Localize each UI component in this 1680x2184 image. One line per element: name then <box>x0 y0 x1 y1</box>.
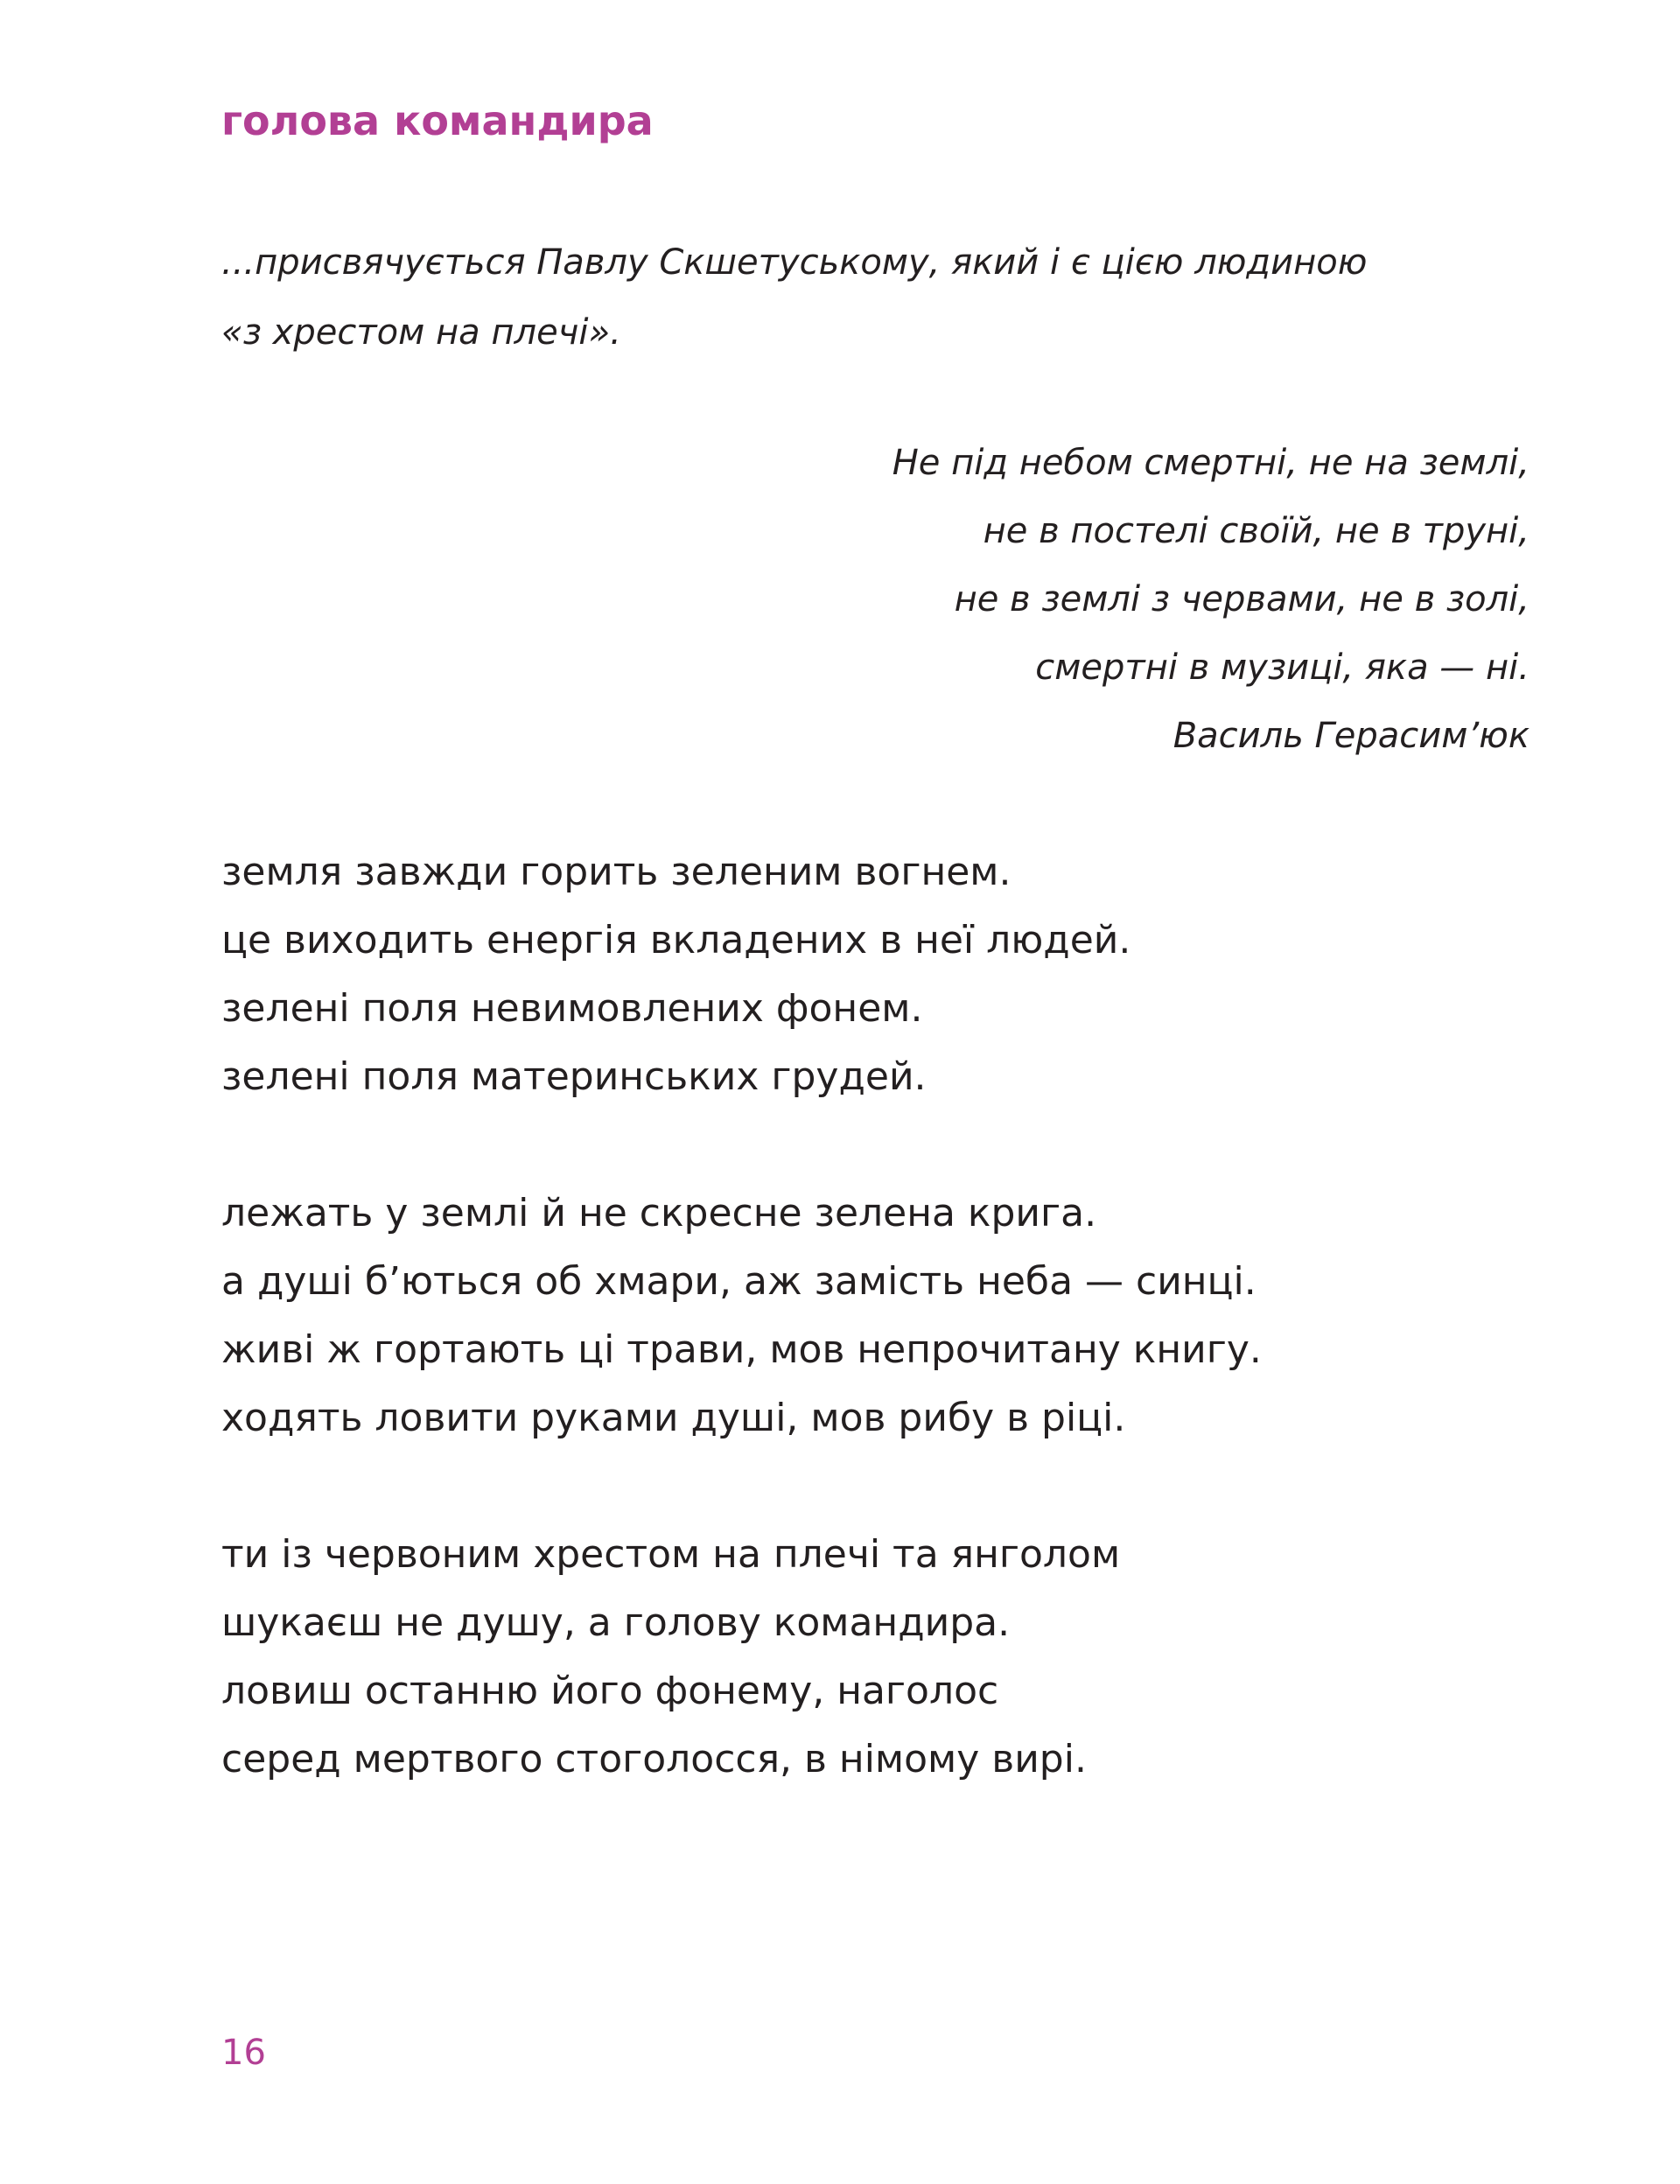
poem-line: зелені поля материнських грудей. <box>221 1054 927 1099</box>
poem-line: а душі б’ються об хмари, аж замість неба — синці. <box>221 1259 1256 1304</box>
epigraph <box>567 429 1530 770</box>
poem-line: земля завжди горить зеленим вогнем. <box>221 850 1012 894</box>
poem-line: ходять ловити руками душі, мов рибу в ріці. <box>221 1396 1126 1440</box>
dedication <box>221 228 1534 368</box>
page-number: 16 <box>221 2033 266 2073</box>
poem-line: шукаєш не душу, а голову командира. <box>221 1600 1011 1645</box>
poem-line: серед мертвого стоголосся, в німому вирі. <box>221 1737 1087 1782</box>
epigraph-author: Василь Герасим’юк <box>1172 716 1530 756</box>
epigraph-line: Не під небом смертні, не на землі, <box>892 443 1530 483</box>
poem-line: живі ж гортають ці трави, мов непрочитану книгу. <box>221 1327 1262 1372</box>
poem-line: ловиш останню його фонему, наголос <box>221 1669 999 1713</box>
poem-body <box>221 838 1534 1862</box>
poem-line: це виходить енергія вкладених в неї людей. <box>221 918 1131 962</box>
stanza-1 <box>221 838 1534 1111</box>
poem-line: лежать у землі й не скресне зелена крига. <box>221 1191 1097 1236</box>
dedication-line: ...присвячується Павлу Скшетуському, який і є цією людиною <box>221 242 1368 283</box>
stanza-2 <box>221 1180 1534 1452</box>
epigraph-line: не в постелі своїй, не в труні, <box>983 511 1530 551</box>
epigraph-line: не в землі з червами, не в золі, <box>954 579 1530 620</box>
poem-line: ти із червоним хрестом на плечі та янголом <box>221 1532 1121 1577</box>
epigraph-line: смертні в музиці, яка — ні. <box>1035 648 1530 688</box>
poem-line: зелені поля невимовлених фонем. <box>221 986 923 1031</box>
poem-title: голова командира <box>221 97 654 144</box>
dedication-line: «з хрестом на плечі». <box>221 312 621 353</box>
stanza-3 <box>221 1521 1534 1794</box>
